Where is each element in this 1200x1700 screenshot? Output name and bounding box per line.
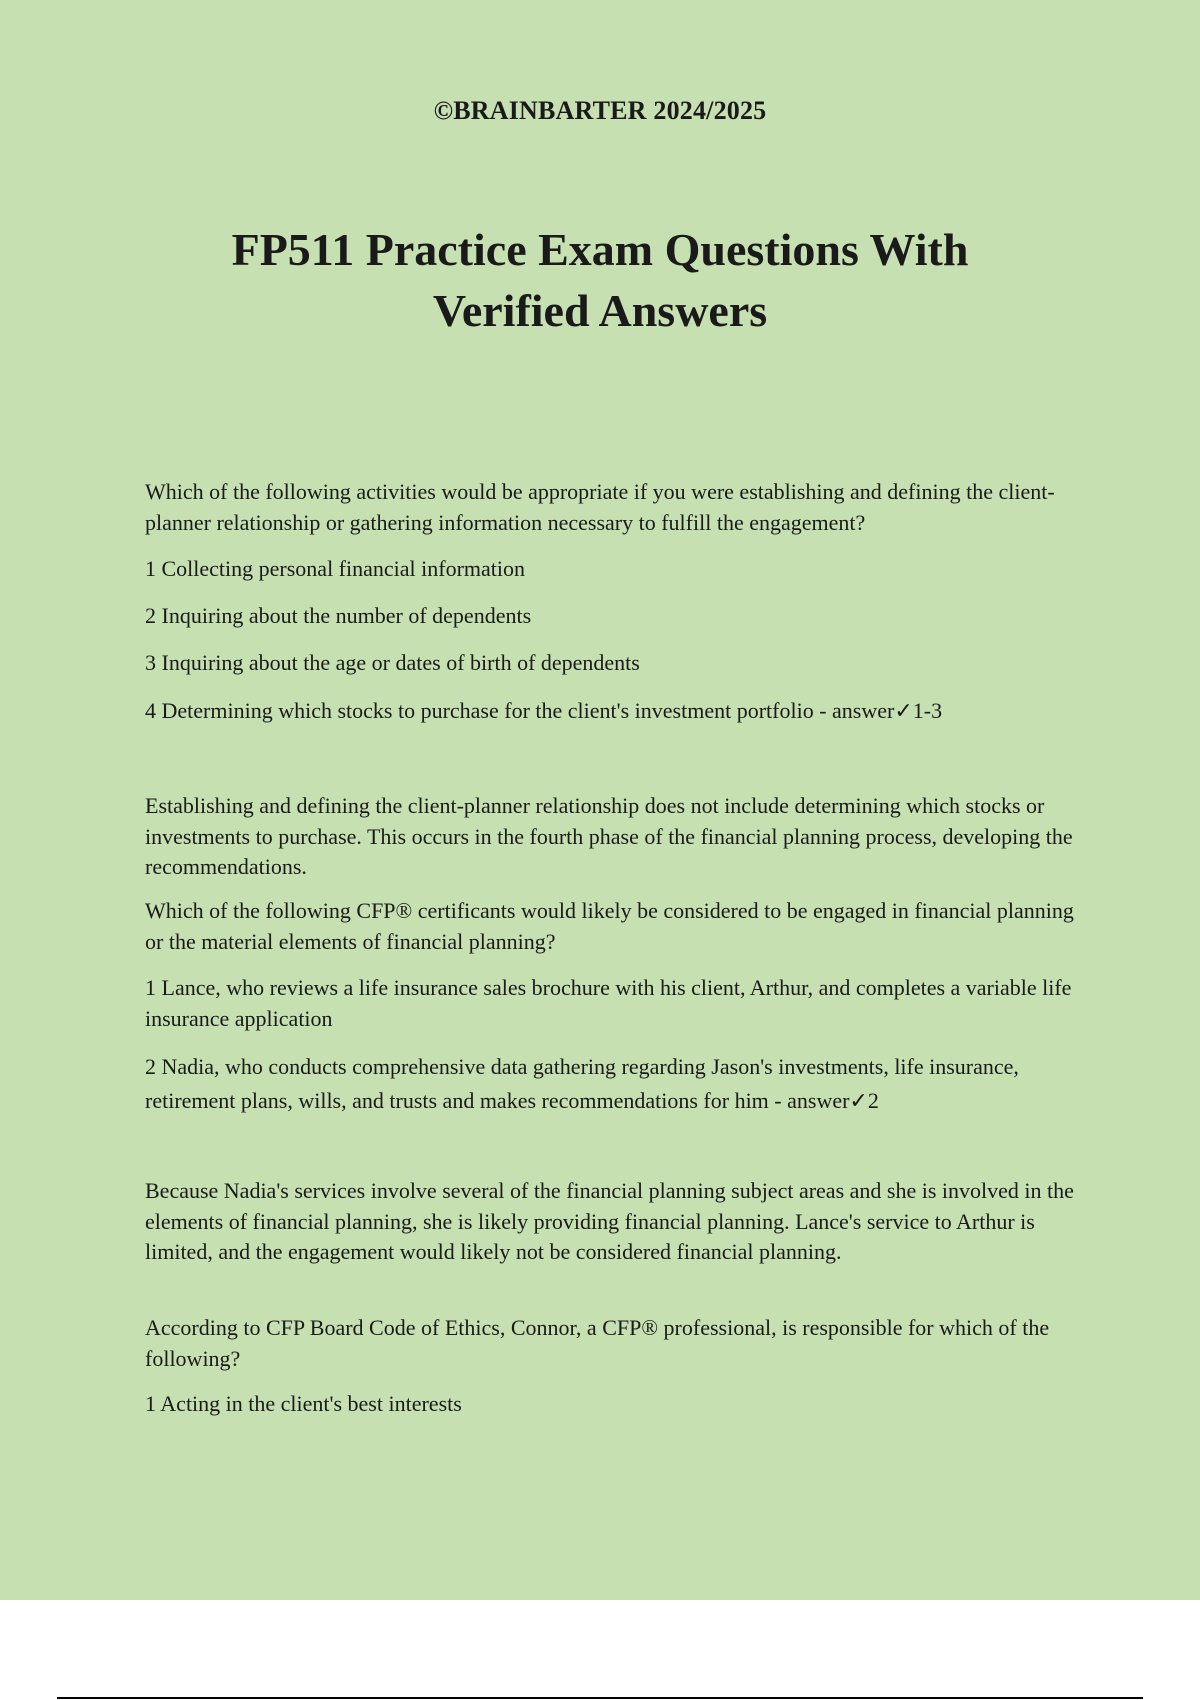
question-1-option-4-answer <box>145 696 1085 727</box>
question-2-option-2-answer <box>145 1050 1085 1118</box>
document-title <box>100 219 1100 341</box>
title-line-1: FP511 Practice Exam Questions With <box>231 224 969 275</box>
question-2-prompt <box>145 896 1085 957</box>
question-3-prompt <box>145 1313 1085 1374</box>
question-1-prompt <box>145 477 1085 538</box>
paragraph: According to CFP Board Code of Ethics, Connor, a CFP® professional, is responsible for which of the following? <box>145 1315 1050 1371</box>
question-2-option-1 <box>145 973 1085 1034</box>
paragraph: 1 Acting in the client's best interests <box>145 1391 462 1416</box>
question-1-option-2 <box>145 601 1085 632</box>
question-1-explanation <box>145 791 1085 883</box>
copyright-header: ©BRAINBARTER 2024/2025 <box>433 96 767 125</box>
paragraph: Which of the following activities would be appropriate if you were establishing and defining the client-planner relationship or gathering information necessary to fulfill the engagement? <box>145 479 1055 535</box>
paragraph: 4 Determining which stocks to purchase for the client's investment portfolio - answer✓1-3 <box>145 698 943 723</box>
title-line-2: Verified Answers <box>432 285 768 336</box>
paragraph: 1 Lance, who reviews a life insurance sales brochure with his client, Arthur, and completes a variable life insurance application <box>145 975 1072 1031</box>
paragraph: 2 Nadia, who conducts comprehensive data gathering regarding Jason's investments, life insurance, retirement plans, wills, and trusts and makes recommendations for him - answer✓2 <box>145 1054 1019 1113</box>
question-2-explanation <box>145 1176 1085 1268</box>
paragraph: Establishing and defining the client-planner relationship does not include determining which stocks or investments to purchase. This occurs in the fourth phase of the financial planning process, developing the recommendations. <box>145 793 1073 879</box>
paragraph: Which of the following CFP® certificants would likely be considered to be engaged in financial planning or the material elements of financial planning? <box>145 898 1074 954</box>
question-1-option-3 <box>145 648 1085 679</box>
paragraph: Because Nadia's services involve several of the financial planning subject areas and she is involved in the elements of financial planning, she is likely providing financial planning. Lance's service to Arthur is limited, and the engagement would likely not be considered financial planning. <box>145 1178 1074 1264</box>
footer-divider <box>57 1697 1143 1699</box>
question-3-option-1 <box>145 1389 1085 1420</box>
paragraph: 2 Inquiring about the number of dependents <box>145 603 532 628</box>
paragraph: 3 Inquiring about the age or dates of birth of dependents <box>145 650 640 675</box>
paragraph: 1 Collecting personal financial information <box>145 556 526 581</box>
question-1-option-1 <box>145 554 1085 585</box>
